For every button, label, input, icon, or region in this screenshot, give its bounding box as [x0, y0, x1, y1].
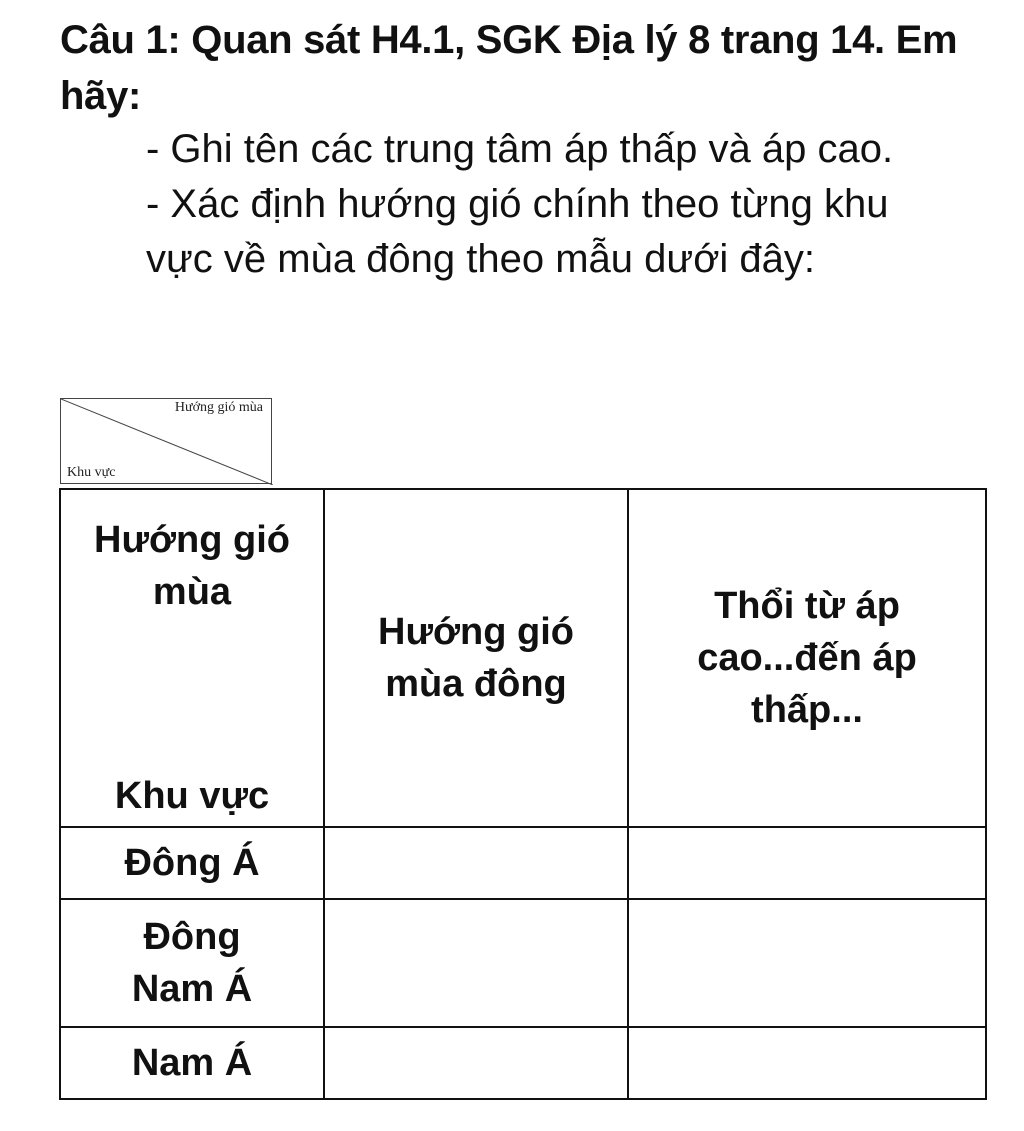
corner-header-cell	[60, 489, 324, 827]
season-cell	[324, 827, 628, 899]
instruction-item: - Xác định hướng gió chính theo từng khu vực về mùa đông theo mẫu dưới đây:	[146, 182, 889, 281]
table-row	[60, 899, 986, 1027]
region-cell: Đông Nam Á	[60, 899, 324, 1027]
sample-header-bottom-label: Khu vực	[67, 465, 116, 480]
instruction-item: - Ghi tên các trung tâm áp thấp và áp cao.	[146, 127, 894, 171]
table-row	[60, 827, 986, 899]
season-cell	[324, 1027, 628, 1099]
corner-header-bottom: Khu vực	[114, 775, 270, 817]
table-row	[60, 1027, 986, 1099]
sample-header-top-label: Hướng gió mùa	[174, 400, 263, 415]
region-cell: Đông Á	[60, 827, 324, 899]
direction-cell	[628, 1027, 986, 1099]
direction-cell	[628, 899, 986, 1027]
direction-cell	[628, 827, 986, 899]
region-cell: Nam Á	[60, 1027, 324, 1099]
wind-table	[59, 488, 987, 1100]
table-header-row	[60, 489, 986, 827]
header-direction: Thổi từ áp cao...đến áp thấp...	[628, 489, 986, 827]
instructions	[146, 122, 936, 287]
season-cell	[324, 899, 628, 1027]
header-season: Hướng gió mùa đông	[324, 489, 628, 827]
corner-header-top: Hướng gió mùa	[94, 519, 290, 613]
sample-header-cell	[60, 398, 272, 484]
question-title: Câu 1: Quan sát H4.1, SGK Địa lý 8 trang 14. Em hãy:	[60, 18, 958, 118]
